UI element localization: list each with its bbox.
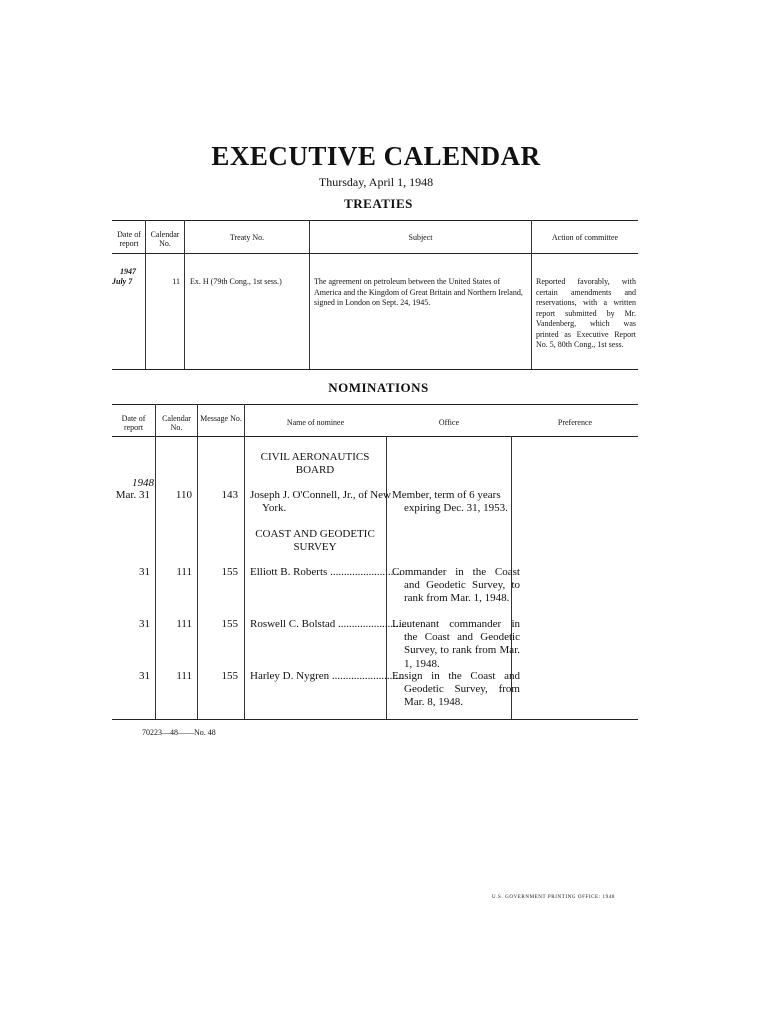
nomination-message-no: 155 xyxy=(221,566,238,578)
treaties-top-rule xyxy=(112,220,638,221)
nomination-message-no: 155 xyxy=(221,670,238,682)
treaty-subject: The agreement on petroleum between the United States of America and the Kingdom of Great Britain and Northern Ireland, signed in London on Sept. 24, 1945. xyxy=(314,277,523,307)
nomination-message-no: 143 xyxy=(221,489,238,501)
nomination-report-date: 31 xyxy=(139,566,150,578)
treaties-col-date: Date of report xyxy=(117,230,141,248)
treaty-committee-action: Reported favorably, with certain amendments and reservations, with a written report submitted by Mr. Vandenberg, which was printed as Executive Report No. 5, 80th Cong., 1st sess. xyxy=(536,277,636,349)
nominations-col-calendar: Calendar No. xyxy=(162,414,191,432)
nominations-year: 1948 xyxy=(132,477,154,489)
nominee-name: Joseph J. O'Connell, Jr., of New York. xyxy=(250,489,392,515)
nomination-report-date: 31 xyxy=(139,618,150,630)
printer-imprint: U.S. GOVERNMENT PRINTING OFFICE: 1948 xyxy=(492,895,615,900)
page-title: EXECUTIVE CALENDAR xyxy=(211,141,541,171)
treaties-col-calendar: Calendar No. xyxy=(150,230,180,248)
nominations-col-date: Date of report xyxy=(121,414,146,432)
treaties-col-subject: Subject xyxy=(408,233,433,242)
nominations-top-rule xyxy=(112,404,638,405)
nominee-office: Commander in the Coast and Geodetic Survey, to rank from Mar. 1, 1948. xyxy=(392,566,520,605)
nomination-calendar-no: 111 xyxy=(176,566,192,578)
treaties-header-rule xyxy=(112,253,638,254)
nominee-office: Ensign in the Coast and Geodetic Survey, from Mar. 8, 1948. xyxy=(392,670,520,709)
treaty-calendar-no: 11 xyxy=(172,277,180,286)
treaty-number: Ex. H (79th Cong., 1st sess.) xyxy=(190,277,282,286)
nominations-col-message: Message No. xyxy=(200,414,242,423)
nominations-header-rule xyxy=(112,436,638,437)
nominations-col-preference: Preference xyxy=(557,418,593,427)
nominee-name: Harley D. Nygren .......................... xyxy=(250,670,404,682)
treaties-col-treaty: Treaty No. xyxy=(229,233,265,242)
nominee-office: Member, term of 6 years expiring Dec. 31, 1953. xyxy=(392,489,508,515)
treaties-year: 1947 xyxy=(120,267,136,276)
nominee-name: Elliott B. Roberts .......................... xyxy=(250,566,402,578)
treaties-col-action: Action of committee xyxy=(551,233,619,242)
nomination-message-no: 155 xyxy=(221,618,238,630)
group-heading-civil-aeronautics: CIVIL AERONAUTICS BOARD xyxy=(260,451,370,477)
treaties-bottom-rule xyxy=(112,369,638,370)
nomination-calendar-no: 111 xyxy=(176,618,192,630)
nomination-calendar-no: 111 xyxy=(176,670,192,682)
nominations-col-name: Name of nominee xyxy=(286,418,345,427)
nominee-office: Lieutenant commander in the Coast and Geodetic Survey, to rank from Mar. 1, 1948. xyxy=(392,618,520,670)
group-heading-coast-geodetic: COAST AND GEODETIC SURVEY xyxy=(255,528,375,554)
nominations-col-office: Office xyxy=(438,418,460,427)
nominee-name: Roswell C. Bolstad .......................... xyxy=(250,618,410,630)
treaty-report-date: July 7 xyxy=(112,277,133,286)
nomination-calendar-no: 110 xyxy=(175,489,192,501)
calendar-date: Thursday, April 1, 1948 xyxy=(318,175,434,189)
nominations-bottom-rule xyxy=(112,719,638,720)
nominations-section-title: NOMINATIONS xyxy=(328,380,429,395)
treaties-section-title: TREATIES xyxy=(344,196,413,211)
form-code: 70223—48——No. 48 xyxy=(142,728,216,737)
nomination-report-date: 31 xyxy=(139,670,150,682)
nomination-report-date: Mar. 31 xyxy=(115,489,150,501)
